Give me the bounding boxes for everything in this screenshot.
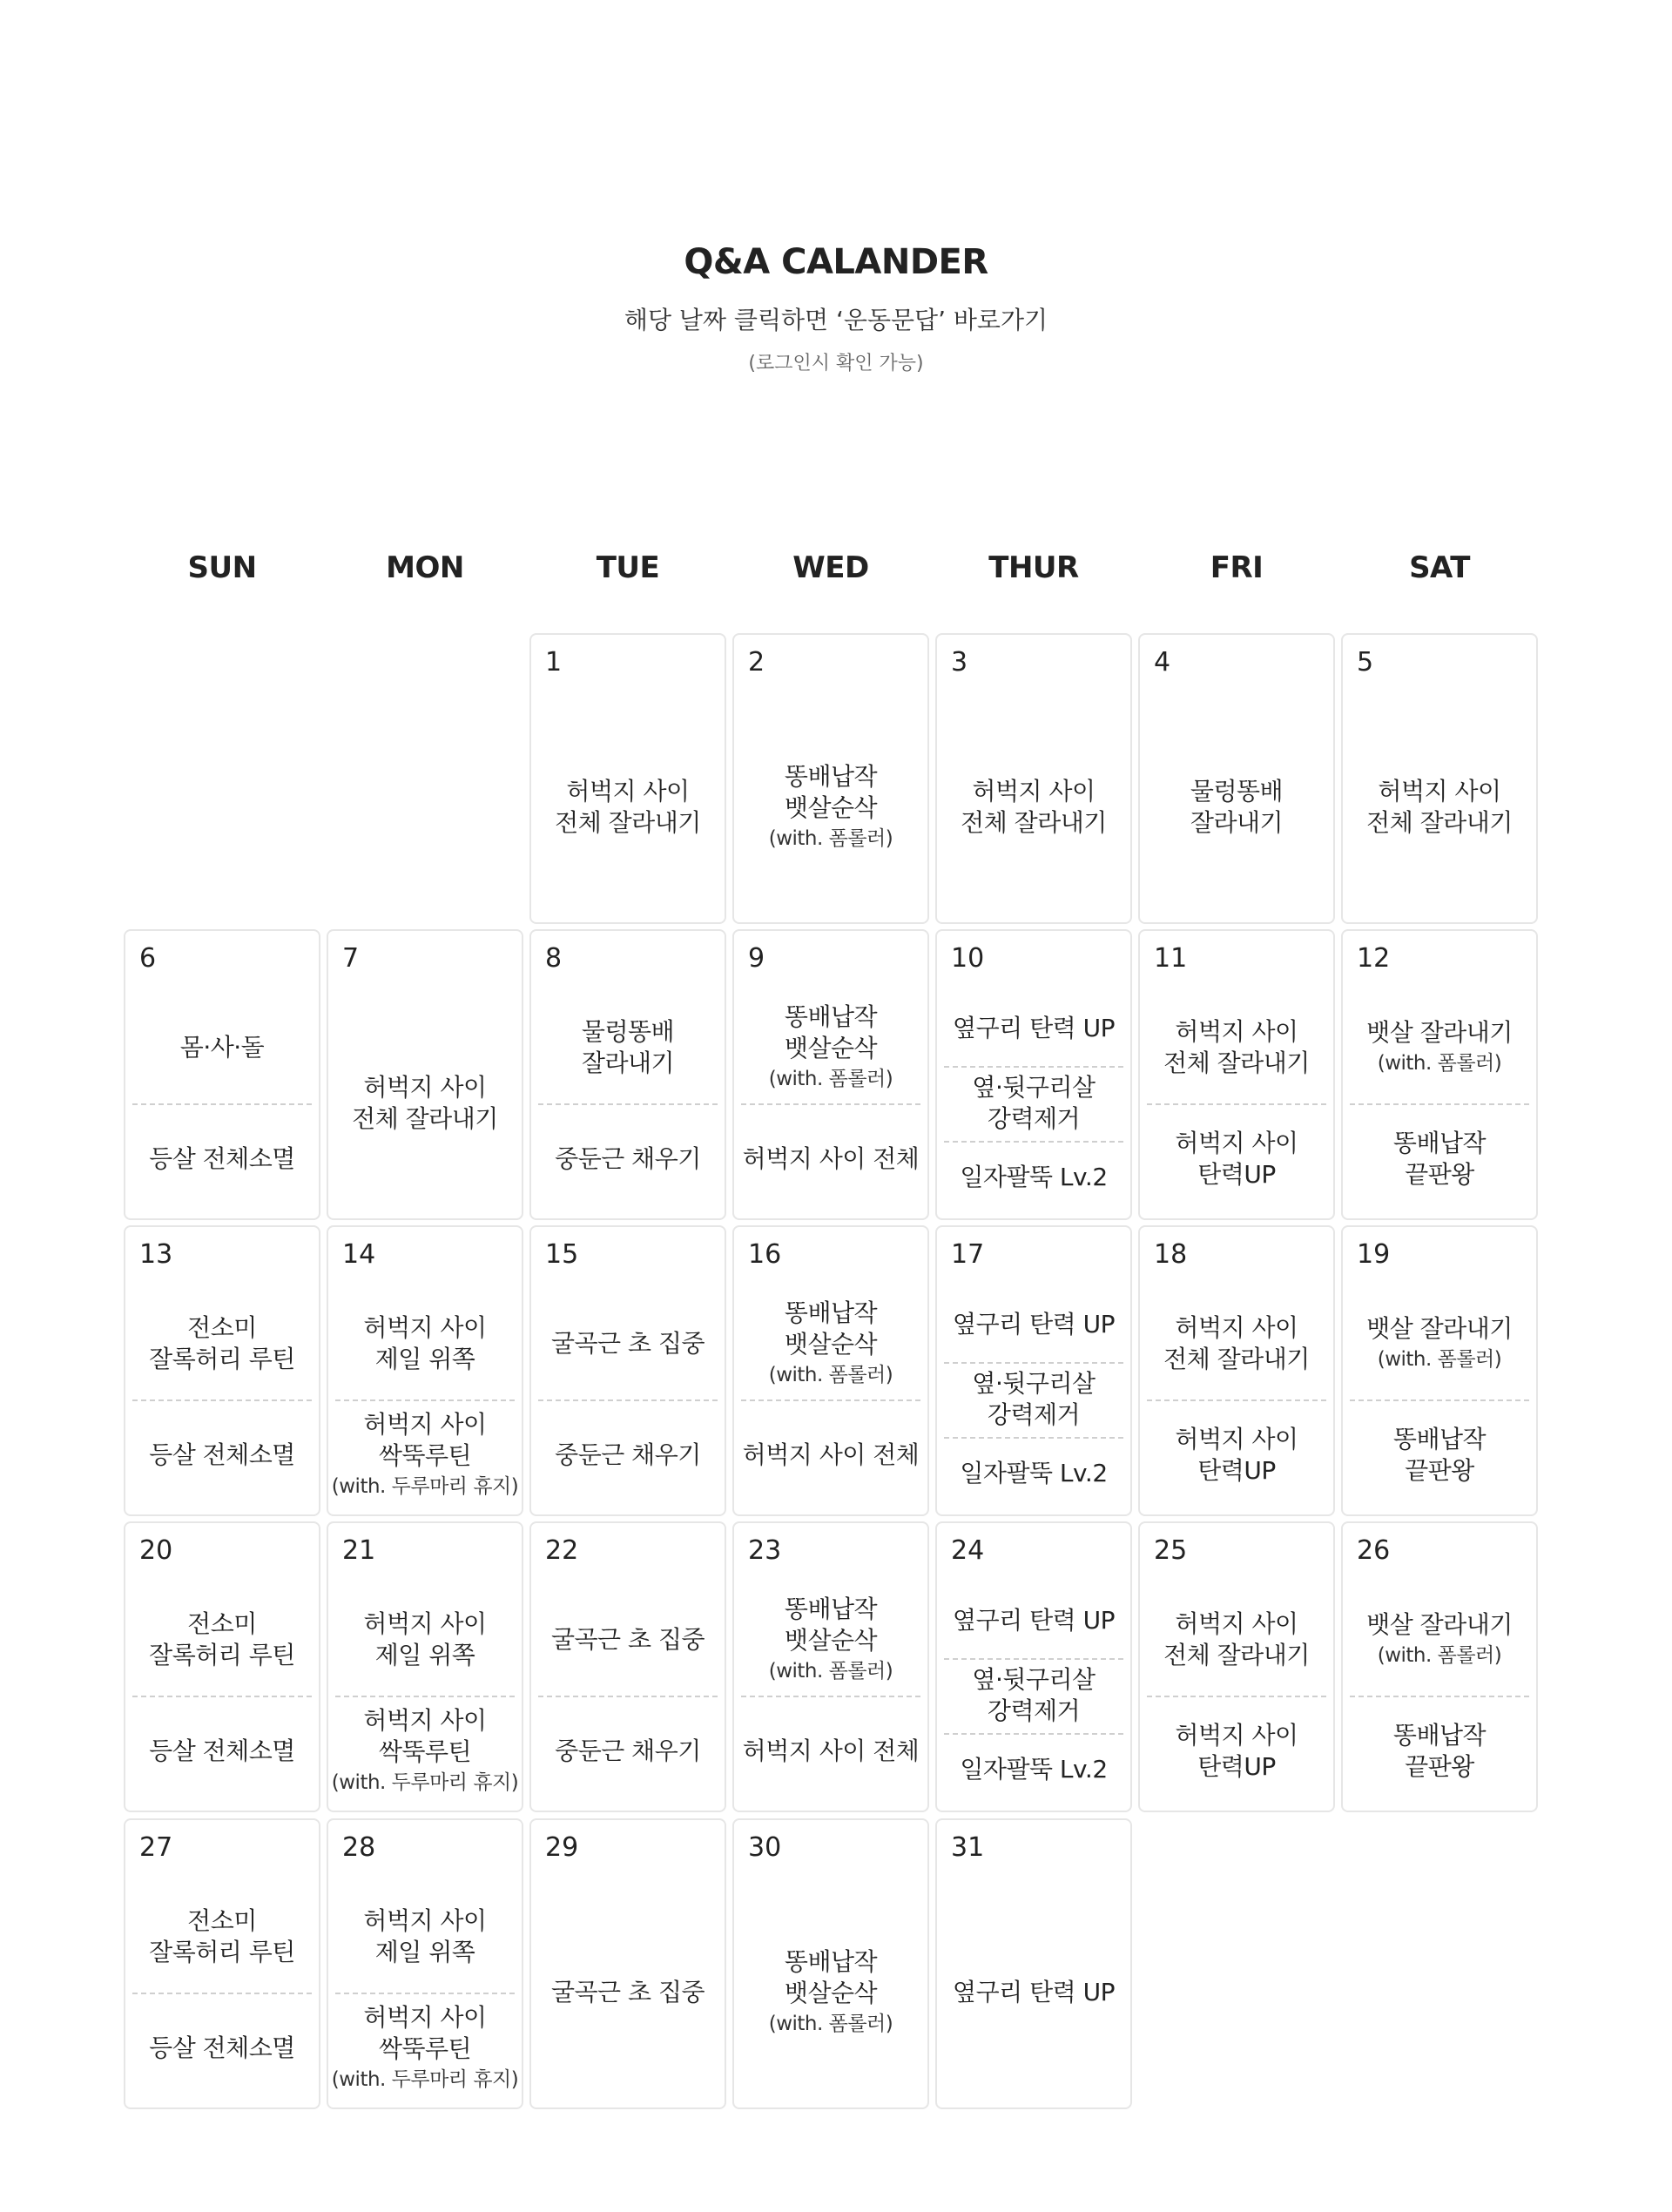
workout-text: 잘록허리 루틴 xyxy=(149,1938,295,1966)
workout-text: 뱃살순삭 xyxy=(784,1979,878,2008)
day-number: 10 xyxy=(951,943,985,974)
day-number: 27 xyxy=(139,1832,173,1863)
workout-text: 옆·뒷구리살 xyxy=(972,1664,1096,1694)
calendar-day-cell[interactable] xyxy=(935,1818,1132,2109)
calendar-day-cell[interactable] xyxy=(327,1818,523,2109)
workout-text: (with. 폼롤러) xyxy=(1377,1051,1502,1075)
workout-entry xyxy=(944,1733,1123,1807)
workout-entry xyxy=(944,696,1123,919)
workout-entry xyxy=(741,1881,920,2104)
workout-entry xyxy=(331,1399,519,1511)
day-number: 8 xyxy=(545,943,563,974)
day-number: 4 xyxy=(1154,647,1171,678)
workout-entry xyxy=(1350,1288,1529,1399)
workout-entry xyxy=(132,1993,312,2104)
workout-text: 옆·뒷구리살 xyxy=(972,1072,1096,1102)
day-number: 28 xyxy=(342,1832,376,1863)
workout-entry xyxy=(538,696,718,919)
workout-text: 허벅지 사이 xyxy=(363,1409,487,1439)
workout-text: 뱃살 잘라내기 xyxy=(1366,1018,1513,1048)
day-number: 14 xyxy=(342,1239,376,1270)
workout-entry xyxy=(944,1362,1123,1436)
weekday-label: MON xyxy=(386,550,464,585)
workout-text: 허벅지 사이 xyxy=(1378,776,1501,806)
calendar-day-cell[interactable] xyxy=(529,633,726,924)
workout-text: 허벅지 사이 xyxy=(1175,1720,1298,1750)
workout-entry xyxy=(1350,1696,1529,1807)
workout-text: 허벅지 사이 xyxy=(363,1608,487,1638)
workout-text: 굴곡근 초 집중 xyxy=(550,1624,705,1654)
workout-text: 똥배납작 xyxy=(1392,1128,1487,1157)
workout-text: 탄력UP xyxy=(1197,1456,1276,1485)
calendar-day-cell[interactable] xyxy=(1138,633,1335,924)
workout-text: 끝판왕 xyxy=(1405,1160,1474,1189)
workout-text: (with. 두루마리 휴지) xyxy=(331,1770,519,1794)
workout-text: 전체 잘라내기 xyxy=(1163,1345,1310,1373)
day-number: 1 xyxy=(545,647,563,678)
workout-text: 강력제거 xyxy=(987,1103,1081,1133)
workout-entry xyxy=(741,1288,920,1399)
workout-text: 허벅지 사이 전체 xyxy=(742,1736,920,1765)
workout-text: 허벅지 사이 xyxy=(1175,1608,1298,1638)
workout-entry xyxy=(538,1584,718,1696)
workout-entry xyxy=(741,992,920,1103)
calendar-day-cell[interactable] xyxy=(529,929,726,1220)
workout-entry xyxy=(741,1399,920,1511)
workout-entry xyxy=(1147,696,1326,919)
workout-entry xyxy=(1147,1399,1326,1511)
day-number: 22 xyxy=(545,1535,579,1566)
workout-text: 허벅지 사이 xyxy=(972,776,1096,806)
weekday-label: SAT xyxy=(1409,550,1470,585)
workout-text: 전체 잘라내기 xyxy=(1163,1049,1310,1077)
workout-text: 등살 전체소멸 xyxy=(149,1736,295,1765)
day-number: 11 xyxy=(1154,943,1188,974)
workout-text: (with. 두루마리 휴지) xyxy=(331,2067,519,2091)
workout-text: 옆구리 탄력 UP xyxy=(953,1606,1115,1635)
workout-text: 탄력UP xyxy=(1197,1752,1276,1781)
workout-text: 탄력UP xyxy=(1197,1160,1276,1189)
day-number: 23 xyxy=(748,1535,782,1566)
workout-text: 끝판왕 xyxy=(1405,1456,1474,1485)
workout-text: 뱃살순삭 xyxy=(784,1626,878,1656)
workout-entry xyxy=(944,1066,1123,1140)
workout-text: 제일 위쪽 xyxy=(374,1938,475,1966)
workout-text: 일자팔뚝 Lv.2 xyxy=(960,1163,1108,1192)
workout-text: 물렁똥배 xyxy=(581,1016,675,1046)
day-number: 25 xyxy=(1154,1535,1188,1566)
day-number: 18 xyxy=(1154,1239,1188,1270)
workout-text: 옆구리 탄력 UP xyxy=(953,1310,1115,1339)
workout-entry xyxy=(335,1584,515,1696)
workout-text: 전체 잘라내기 xyxy=(961,808,1107,837)
workout-text: 물렁똥배 xyxy=(1190,776,1284,806)
day-number: 9 xyxy=(748,943,765,974)
workout-text: 옆·뒷구리살 xyxy=(972,1368,1096,1398)
workout-text: 중둔근 채우기 xyxy=(555,1143,701,1173)
workout-entry xyxy=(944,1584,1123,1658)
workout-text: 일자팔뚝 Lv.2 xyxy=(960,1755,1108,1784)
workout-entry xyxy=(1350,1399,1529,1511)
workout-entry xyxy=(132,1696,312,1807)
workout-text: 전소미 xyxy=(187,1312,257,1342)
workout-text: 잘라내기 xyxy=(1190,808,1284,837)
day-number: 13 xyxy=(139,1239,173,1270)
calendar-day-cell[interactable] xyxy=(327,929,523,1220)
workout-text: (with. 두루마리 휴지) xyxy=(331,1474,519,1498)
calendar-day-cell[interactable] xyxy=(327,1225,523,1516)
workout-text: 허벅지 사이 전체 xyxy=(742,1440,920,1469)
day-number: 20 xyxy=(139,1535,173,1566)
workout-entry xyxy=(538,1696,718,1807)
calendar-day-cell[interactable] xyxy=(1341,633,1538,924)
calendar-day-cell[interactable] xyxy=(1138,929,1335,1220)
calendar-day-cell[interactable] xyxy=(732,633,929,924)
workout-entry xyxy=(335,1881,515,1993)
workout-text: 똥배납작 xyxy=(784,1298,878,1327)
day-number: 31 xyxy=(951,1832,985,1863)
calendar-day-cell[interactable] xyxy=(935,929,1132,1220)
day-number: 24 xyxy=(951,1535,985,1566)
calendar-day-cell[interactable] xyxy=(732,929,929,1220)
workout-text: 허벅지 사이 전체 xyxy=(742,1143,920,1173)
workout-text: 강력제거 xyxy=(987,1696,1081,1725)
workout-text: 등살 전체소멸 xyxy=(149,2033,295,2062)
calendar-day-cell[interactable] xyxy=(529,1225,726,1516)
workout-text: 뱃살순삭 xyxy=(784,793,878,823)
day-number: 26 xyxy=(1357,1535,1391,1566)
day-number: 6 xyxy=(139,943,157,974)
workout-entry xyxy=(538,1881,718,2104)
workout-text: 허벅지 사이 xyxy=(363,2002,487,2032)
workout-entry xyxy=(741,1103,920,1215)
workout-text: 전체 잘라내기 xyxy=(555,808,701,837)
workout-entry xyxy=(538,1288,718,1399)
workout-text: (with. 폼롤러) xyxy=(768,1067,893,1090)
workout-text: 제일 위쪽 xyxy=(374,1641,475,1669)
workout-text: 전체 잘라내기 xyxy=(1163,1641,1310,1669)
workout-entry xyxy=(944,1288,1123,1362)
calendar-day-cell[interactable] xyxy=(1341,1521,1538,1812)
day-number: 2 xyxy=(748,647,765,678)
workout-entry xyxy=(944,1881,1123,2104)
day-number: 5 xyxy=(1357,647,1374,678)
workout-entry xyxy=(741,1696,920,1807)
workout-entry xyxy=(1147,1103,1326,1215)
workout-text: (with. 폼롤러) xyxy=(1377,1347,1502,1371)
workout-text: 일자팔뚝 Lv.2 xyxy=(960,1459,1108,1488)
workout-text: 뱃살 잘라내기 xyxy=(1366,1610,1513,1640)
calendar-day-cell[interactable] xyxy=(529,1818,726,2109)
workout-text: 뱃살순삭 xyxy=(784,1330,878,1359)
workout-text: 중둔근 채우기 xyxy=(555,1736,701,1765)
day-number: 19 xyxy=(1357,1239,1391,1270)
workout-text: 똥배납작 xyxy=(784,1594,878,1623)
workout-text: (with. 폼롤러) xyxy=(768,1659,893,1683)
workout-text: (with. 폼롤러) xyxy=(768,826,893,850)
weekday-label: THUR xyxy=(988,550,1079,585)
workout-text: 똥배납작 xyxy=(784,761,878,791)
day-number: 16 xyxy=(748,1239,782,1270)
workout-entry xyxy=(132,992,312,1103)
calendar-day-cell[interactable] xyxy=(1341,1225,1538,1516)
workout-entry xyxy=(944,1658,1123,1732)
calendar-day-cell[interactable] xyxy=(1138,1521,1335,1812)
workout-text: 전체 잘라내기 xyxy=(352,1104,498,1133)
workout-entry xyxy=(944,1437,1123,1511)
workout-entry xyxy=(1147,1288,1326,1399)
calendar-day-cell[interactable] xyxy=(124,1225,320,1516)
weekday-label: TUE xyxy=(596,550,660,585)
workout-text: 강력제거 xyxy=(987,1399,1081,1429)
workout-text: 제일 위쪽 xyxy=(374,1345,475,1373)
workout-text: 잘록허리 루틴 xyxy=(149,1345,295,1373)
workout-text: 뱃살 잘라내기 xyxy=(1366,1314,1513,1344)
workout-text: 허벅지 사이 xyxy=(1175,1128,1298,1157)
workout-text: (with. 폼롤러) xyxy=(1377,1643,1502,1667)
workout-text: 허벅지 사이 xyxy=(1175,1312,1298,1342)
calendar-day-cell[interactable] xyxy=(732,1521,929,1812)
workout-text: 허벅지 사이 xyxy=(566,776,690,806)
calendar-day-cell[interactable] xyxy=(124,1521,320,1812)
login-note: (로그인시 확인 가능) xyxy=(748,353,924,374)
workout-entry xyxy=(1350,1103,1529,1215)
calendar-day-cell[interactable] xyxy=(935,633,1132,924)
day-number: 3 xyxy=(951,647,968,678)
workout-entry xyxy=(132,1584,312,1696)
workout-text: 끝판왕 xyxy=(1405,1752,1474,1781)
workout-entry xyxy=(1147,1696,1326,1807)
workout-text: 허벅지 사이 xyxy=(363,1072,487,1102)
workout-text: 굴곡근 초 집중 xyxy=(550,1328,705,1358)
weekday-label: WED xyxy=(792,550,869,585)
workout-text: 허벅지 사이 xyxy=(1175,1424,1298,1453)
workout-text: (with. 폼롤러) xyxy=(768,2012,893,2035)
workout-entry xyxy=(1147,1584,1326,1696)
workout-entry xyxy=(132,1288,312,1399)
workout-entry xyxy=(132,1399,312,1511)
workout-text: 뱃살순삭 xyxy=(784,1034,878,1063)
workout-entry xyxy=(538,1103,718,1215)
workout-text: 전체 잘라내기 xyxy=(1366,808,1513,837)
workout-text: 싹뚝루틴 xyxy=(378,1737,472,1767)
workout-entry xyxy=(944,992,1123,1066)
workout-text: 허벅지 사이 xyxy=(363,1905,487,1935)
day-number: 17 xyxy=(951,1239,985,1270)
workout-text: 옆구리 탄력 UP xyxy=(953,1977,1115,2006)
workout-entry xyxy=(331,1993,519,2104)
calendar-day-cell[interactable] xyxy=(124,929,320,1220)
day-number: 12 xyxy=(1357,943,1391,974)
workout-entry xyxy=(331,1696,519,1807)
calendar-day-cell[interactable] xyxy=(124,1818,320,2109)
workout-text: 싹뚝루틴 xyxy=(378,2034,472,2064)
workout-text: 전소미 xyxy=(187,1608,257,1638)
workout-text: 허벅지 사이 xyxy=(363,1705,487,1735)
page-subtitle: 해당 날짜 클릭하면 ‘운동문답’ 바로가기 xyxy=(624,306,1048,334)
workout-entry xyxy=(335,1288,515,1399)
calendar-day-cell[interactable] xyxy=(529,1521,726,1812)
workout-text: 허벅지 사이 xyxy=(1175,1016,1298,1046)
workout-text: (with. 폼롤러) xyxy=(768,1363,893,1386)
workout-text: 몸·사·돌 xyxy=(179,1032,265,1062)
workout-text: 등살 전체소멸 xyxy=(149,1143,295,1173)
workout-text: 허벅지 사이 xyxy=(363,1312,487,1342)
calendar-day-cell[interactable] xyxy=(732,1818,929,2109)
workout-entry xyxy=(1350,1584,1529,1696)
workout-text: 등살 전체소멸 xyxy=(149,1440,295,1469)
day-number: 29 xyxy=(545,1832,579,1863)
weekday-label: FRI xyxy=(1210,550,1264,585)
workout-text: 똥배납작 xyxy=(784,1001,878,1031)
day-number: 7 xyxy=(342,943,360,974)
workout-text: 잘라내기 xyxy=(581,1049,675,1077)
workout-text: 똥배납작 xyxy=(1392,1720,1487,1750)
workout-entry xyxy=(132,1881,312,1993)
day-number: 30 xyxy=(748,1832,782,1863)
calendar-day-cell[interactable] xyxy=(1341,929,1538,1220)
day-number: 15 xyxy=(545,1239,579,1270)
workout-entry xyxy=(335,992,515,1215)
workout-entry xyxy=(944,1141,1123,1215)
workout-entry xyxy=(538,992,718,1103)
calendar-day-cell[interactable] xyxy=(732,1225,929,1516)
workout-entry xyxy=(741,1584,920,1696)
workout-text: 똥배납작 xyxy=(1392,1424,1487,1453)
workout-text: 옆구리 탄력 UP xyxy=(953,1014,1115,1043)
workout-text: 전소미 xyxy=(187,1905,257,1935)
workout-text: 잘록허리 루틴 xyxy=(149,1641,295,1669)
day-number: 21 xyxy=(342,1535,376,1566)
weekday-label: SUN xyxy=(187,550,257,585)
workout-text: 중둔근 채우기 xyxy=(555,1440,701,1469)
workout-entry xyxy=(1147,992,1326,1103)
workout-entry xyxy=(1350,992,1529,1103)
workout-entry xyxy=(538,1399,718,1511)
calendar-day-cell[interactable] xyxy=(1138,1225,1335,1516)
workout-entry xyxy=(132,1103,312,1215)
workout-text: 싹뚝루틴 xyxy=(378,1441,472,1471)
calendar-day-cell[interactable] xyxy=(935,1521,1132,1812)
workout-entry xyxy=(741,696,920,919)
calendar-day-cell[interactable] xyxy=(935,1225,1132,1516)
workout-entry xyxy=(1350,696,1529,919)
workout-text: 굴곡근 초 집중 xyxy=(550,1977,705,2006)
calendar-day-cell[interactable] xyxy=(327,1521,523,1812)
page-title: Q&A CALANDER xyxy=(684,242,988,282)
workout-text: 똥배납작 xyxy=(784,1946,878,1976)
